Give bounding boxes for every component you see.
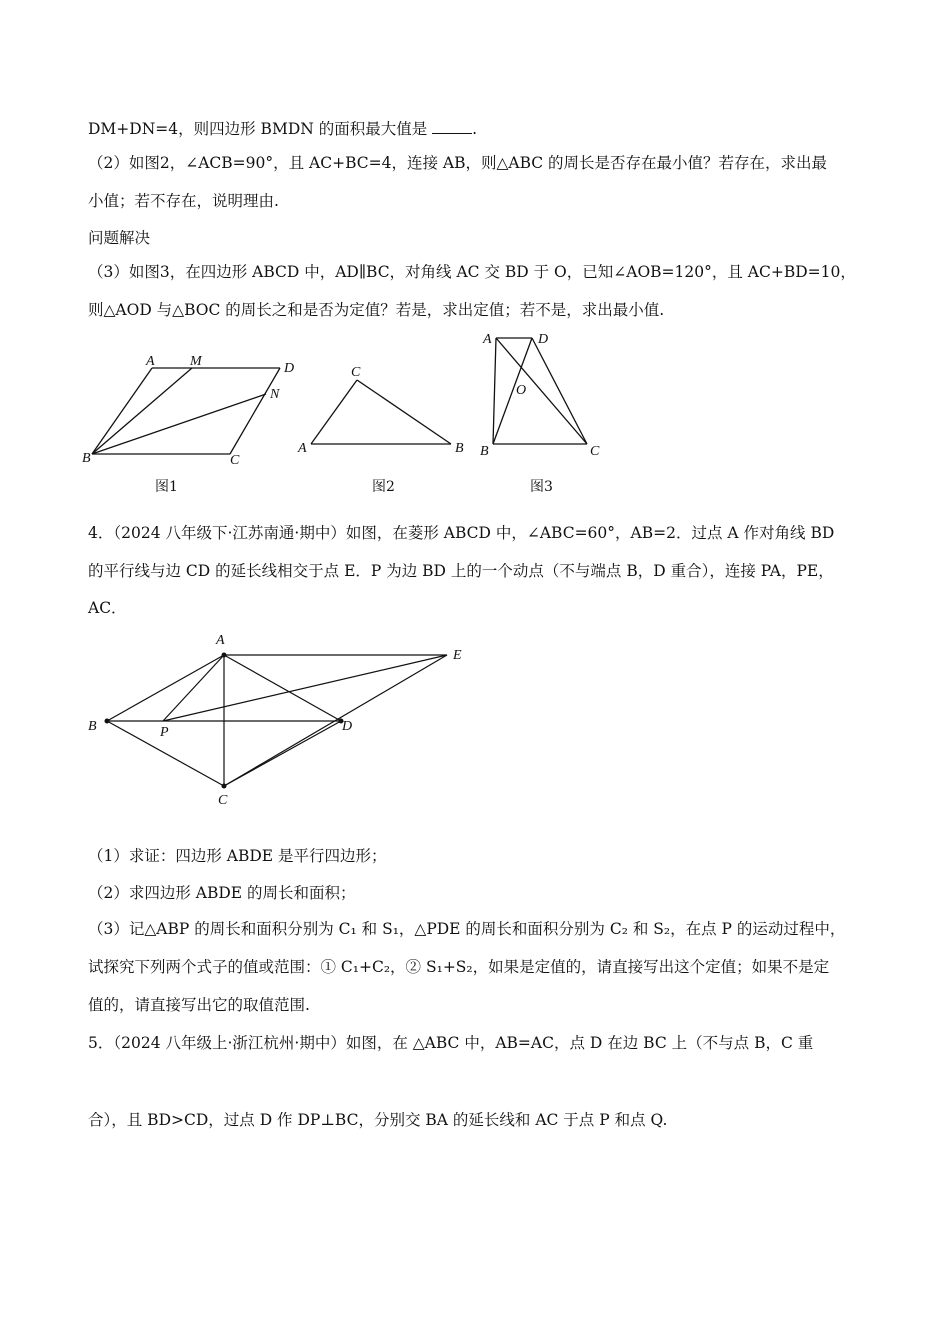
- fig1-label-b: B: [82, 451, 91, 466]
- fig4-label-b: B: [88, 719, 97, 734]
- figure-3: [480, 328, 610, 468]
- problem-4-line-2: 的平行线与边 CD 的延长线相交于点 E．P 为边 BD 上的一个动点（不与端点 B，D 重合），连接 PA，PE，: [88, 562, 834, 580]
- problem-4-part-2: （2）求四边形 ABDE 的周长和面积；: [88, 884, 356, 902]
- fig1-label-c: C: [230, 453, 240, 468]
- problem-4-part-3-line-2: 试探究下列两个式子的值或范围：① C₁+C₂，② S₁+S₂，如果是定值的，请直接写出这个定值；如果不是定: [88, 958, 830, 976]
- fig4-label-c: C: [218, 793, 228, 808]
- problem-5-line-1: 5．（2024 八年级上·浙江杭州·期中）如图，在 △ABC 中，AB=AC，点 D 在边 BC 上（不与点 B，C 重: [88, 1034, 814, 1052]
- fig2-label-b: B: [455, 441, 464, 456]
- fig3-label-o: O: [516, 383, 527, 398]
- fig1-label-a: A: [146, 354, 155, 369]
- fig1-label-m: M: [190, 354, 202, 369]
- problem-4-line-1: 4．（2024 八年级下·江苏南通·期中）如图，在菱形 ABCD 中，∠ABC=60°，AB=2．过点 A 作对角线 BD: [88, 524, 835, 542]
- fig3-caption: 图3: [530, 479, 553, 495]
- problem-4-part-3-line-1: （3）记△ABP 的周长和面积分别为 C₁ 和 S₁，△PDE 的周长和面积分别为 C₂ 和 S₂，在点 P 的运动过程中，: [88, 920, 846, 938]
- text-line-2: （2）如图2，∠ACB=90°，且 AC+BC=4，连接 AB，则△ABC 的周长是否存在最小值？若存在，求出最: [88, 154, 828, 172]
- text-line-5: （3）如图3，在四边形 ABCD 中，AD∥BC，对角线 AC 交 BD 于 O，已知∠AOB=120°，且 AC+BD=10，: [88, 263, 856, 281]
- fig4-label-e: E: [453, 648, 462, 663]
- fig4-label-a: A: [216, 633, 225, 648]
- figure-1: [80, 350, 300, 470]
- answer-blank: [432, 119, 472, 134]
- figure-4: [85, 628, 485, 813]
- fig4-label-d: D: [342, 719, 353, 734]
- fig3-label-a: A: [483, 332, 492, 347]
- fig1-label-d: D: [284, 361, 295, 376]
- fig1-caption: 图1: [155, 479, 178, 495]
- problem-4-part-3-line-3: 值的，请直接写出它的取值范围.: [88, 996, 310, 1014]
- text-line-1: DM+DN=4，则四边形 BMDN 的面积最大值是 .: [88, 120, 478, 138]
- text-line-6: 则△AOD 与△BOC 的周长之和是否为定值？若是，求出定值；若不是，求出最小值.: [88, 301, 665, 319]
- text-line-3: 小值；若不存在，说明理由.: [88, 192, 279, 210]
- fig4-label-p: P: [160, 725, 169, 740]
- problem-5-line-2: 合），且 BD>CD，过点 D 作 DP⊥BC，分别交 BA 的延长线和 AC 于点 P 和点 Q.: [88, 1111, 668, 1129]
- fig2-caption: 图2: [372, 479, 395, 495]
- fig3-label-c: C: [590, 444, 600, 459]
- problem-4-part-1: （1）求证：四边形 ABDE 是平行四边形；: [88, 847, 387, 865]
- fig2-label-a: A: [298, 441, 307, 456]
- fig3-label-b: B: [480, 444, 489, 459]
- fig3-label-d: D: [538, 332, 549, 347]
- figure-2: [295, 360, 475, 460]
- problem-4-line-3: AC．: [88, 599, 127, 617]
- fig1-label-n: N: [270, 387, 280, 402]
- fig2-label-c: C: [351, 365, 361, 380]
- text-line-4: 问题解决: [88, 229, 151, 247]
